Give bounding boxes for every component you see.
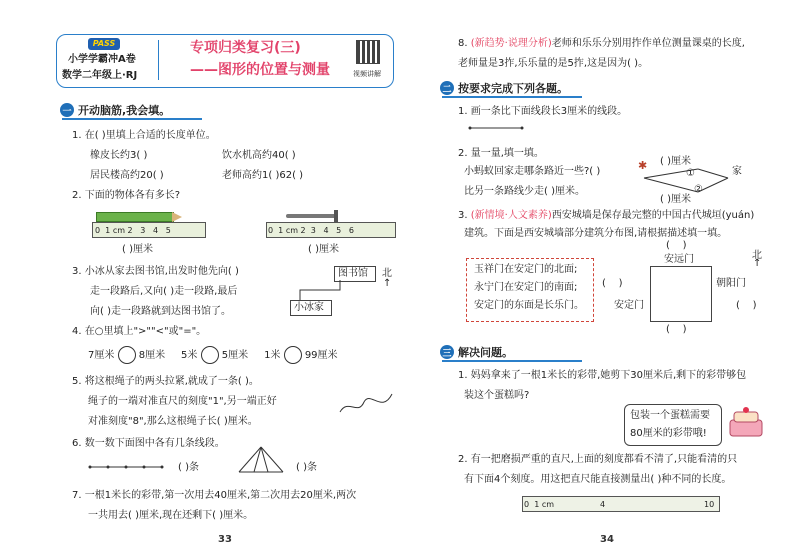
rope-image: [338, 388, 394, 418]
q4-b2: 5厘米: [221, 350, 249, 361]
q6-answer-2: ( )条: [296, 462, 317, 473]
q7-line2: 一共用去( )厘米,现在还剩下( )厘米。: [88, 510, 254, 521]
q7-line1: 7. 一根1米长的彩带,第一次用去40厘米,第二次用去20厘米,两次: [72, 490, 357, 501]
q1-b: 饮水机高约40( ): [222, 150, 296, 161]
north-label-2: 北: [752, 250, 762, 261]
page-title: 专项归类复习(三): [190, 40, 301, 56]
r3-tag: (新情境·人文素养): [470, 210, 552, 221]
page-subtitle: ——图形的位置与测量: [190, 62, 330, 78]
hint-3: 安定门的东面是长乐门。: [474, 300, 584, 311]
q3-line3: 向( )走一段路就到达图书馆了。: [90, 306, 231, 317]
section-2-heading: [440, 80, 568, 96]
bubble-line2: 80厘米的彩带哦!: [630, 428, 707, 439]
s2-line2: 有下面4个刻度。用这把直尺能直接测量出( )种不同的长度。: [464, 474, 732, 485]
given-segment: [468, 124, 524, 132]
r1-stem: 1. 画一条比下面线段长3厘米的线段。: [458, 106, 628, 117]
compare-circle-3[interactable]: [284, 346, 302, 364]
q4-a1: 7厘米: [88, 350, 115, 361]
brand-logo: PASS: [88, 38, 120, 50]
route-2-mark: ②: [694, 184, 703, 195]
q5-line2: 绳子的一端对准直尺的刻度"1",另一端正好: [88, 396, 277, 407]
r2-cm-1: ( )厘米: [660, 156, 691, 167]
worn-ruler-10: 10: [704, 500, 715, 509]
gate-left-label: 安定门: [614, 300, 644, 311]
q5-line1: 5. 将这根绳子的两头拉紧,就成了一条( )。: [72, 376, 259, 387]
q2-stem: 2. 下面的物体各有多长?: [72, 190, 181, 201]
north-arrow-2: ↑: [753, 258, 762, 269]
grade-label: 数学二年级上·RJ: [62, 70, 138, 81]
gate-top-label: 安远门: [664, 254, 694, 265]
home-label-2: 家: [732, 166, 742, 177]
q6-stem: 6. 数一数下面图中各有几条线段。: [72, 438, 225, 449]
section-underline: [442, 360, 582, 362]
route-1-mark: ①: [686, 168, 695, 179]
s2-line1: 2. 有一把磨损严重的直尺,上面的刻度都看不清了,只能看清的只: [458, 454, 738, 465]
worn-ruler-4: 4: [600, 500, 606, 509]
section-label: 开动脑筋,我会填。: [78, 104, 171, 117]
r2-line2: 比另一条路线少走( )厘米。: [464, 186, 585, 197]
q8-text: 老师和乐乐分别用拃作单位测量课桌的长度,: [551, 38, 745, 49]
q1-d: 老师高约1( )62( ): [222, 170, 304, 181]
q1-stem: 1. 在( )里填上合适的长度单位。: [72, 130, 216, 141]
q4-stem: 4. 在○里填上">""<"或"="。: [72, 326, 207, 337]
r3-line1: 3. (新情境·人文素养)西安城墙是保存最完整的中国古代城垣(yuán): [458, 210, 755, 221]
blank-left[interactable]: ( ): [602, 278, 623, 289]
hint-1: 玉祥门在安定门的北面;: [474, 264, 578, 275]
q1-c: 居民楼高约20( ): [90, 170, 164, 181]
r2-line1: 小蚂蚁回家走哪条路近一些?( ): [464, 166, 601, 177]
section-number: 三: [440, 345, 454, 359]
q3-line2: 走一段路后,又向( )走一段路,最后: [90, 286, 238, 297]
worn-ruler-labels: 0 1 cm: [524, 500, 555, 509]
s1-line1: 1. 妈妈拿来了一根1米长的彩带,她剪下30厘米后,剩下的彩带够包: [458, 370, 747, 381]
blank-bottom[interactable]: ( ): [666, 324, 687, 335]
nail: [286, 214, 338, 218]
section-3-heading: [440, 344, 513, 360]
page-number-left: 33: [218, 534, 232, 545]
library-label: 图书馆: [338, 268, 368, 279]
q5-line3: 对准刻度"8",那么这根绳子长( )厘米。: [88, 416, 258, 427]
q4-c2: 99厘米: [304, 350, 338, 361]
section-label: 按要求完成下列各题。: [458, 82, 568, 95]
blank-top[interactable]: ( ): [666, 240, 687, 251]
page-number-right: 34: [600, 534, 614, 545]
nail-head: [334, 210, 338, 222]
section-underline: [62, 118, 202, 120]
ruler-2-labels: 0 1 cm 2 3 4 5 6: [268, 226, 354, 235]
home-label: 小冰家: [294, 302, 324, 313]
pencil-tip: [172, 212, 182, 222]
section-1-heading: [60, 102, 170, 118]
section-number: 一: [60, 103, 74, 117]
north-arrow: ↑: [383, 278, 392, 289]
header-divider: [158, 40, 159, 80]
q1-a: 橡皮长约3( ): [90, 150, 148, 161]
ruler-1-labels: 0 1 cm 2 3 4 5: [95, 226, 171, 235]
hint-2: 永宁门在安定门的南面;: [474, 282, 578, 293]
qr-code[interactable]: [356, 40, 380, 64]
q2-answer-2: ( )厘米: [308, 244, 339, 255]
video-label: 视频讲解: [353, 70, 381, 78]
s1-line2: 装这个蛋糕吗?: [464, 390, 530, 401]
segment-figure-2: [236, 444, 286, 476]
q4-c1: 1米: [264, 350, 281, 361]
q8-line2: 老师量是3拃,乐乐量的是5拃,这是因为( )。: [458, 58, 649, 69]
section-underline: [442, 96, 582, 98]
q8-line1: 8. (新趋势·说理分析)老师和乐乐分别用拃作单位测量课桌的长度,: [458, 38, 745, 49]
q4-a2: 8厘米: [138, 350, 166, 361]
r2-stem: 2. 量一量,填一填。: [458, 148, 544, 159]
pencil: [96, 212, 174, 222]
q2-answer-1: ( )厘米: [122, 244, 153, 255]
segment-figure-1: [88, 462, 164, 472]
gate-right-label: 朝阳门: [716, 278, 746, 289]
q3-line1: 3. 小冰从家去图书馆,出发时他先向( ): [72, 266, 239, 277]
bubble-line1: 包装一个蛋糕需要: [630, 410, 710, 421]
compare-circle-1[interactable]: [118, 346, 136, 364]
north-label: 北: [382, 268, 392, 279]
r3-line2: 建筑。下面是西安城墙部分建筑分布图,请根据描述填一填。: [464, 228, 728, 239]
cake-icon: [726, 404, 766, 440]
book-name: 小学学霸冲A卷: [68, 54, 136, 65]
q4-row: [88, 346, 338, 365]
q8-tag: (新趋势·说理分析): [470, 38, 552, 49]
r3-text: 西安城墙是保存最完整的中国古代城垣(yuán): [551, 210, 755, 221]
r2-cm-2: ( )厘米: [660, 194, 691, 205]
section-number: 二: [440, 81, 454, 95]
section-label: 解决问题。: [458, 346, 513, 359]
q4-b1: 5米: [181, 350, 198, 361]
compare-circle-2[interactable]: [201, 346, 219, 364]
q6-answer-1: ( )条: [178, 462, 199, 473]
route-path: [280, 278, 360, 308]
ant-icon: ✱: [638, 159, 648, 172]
blank-right[interactable]: ( ): [736, 300, 757, 311]
city-wall: [650, 266, 712, 322]
